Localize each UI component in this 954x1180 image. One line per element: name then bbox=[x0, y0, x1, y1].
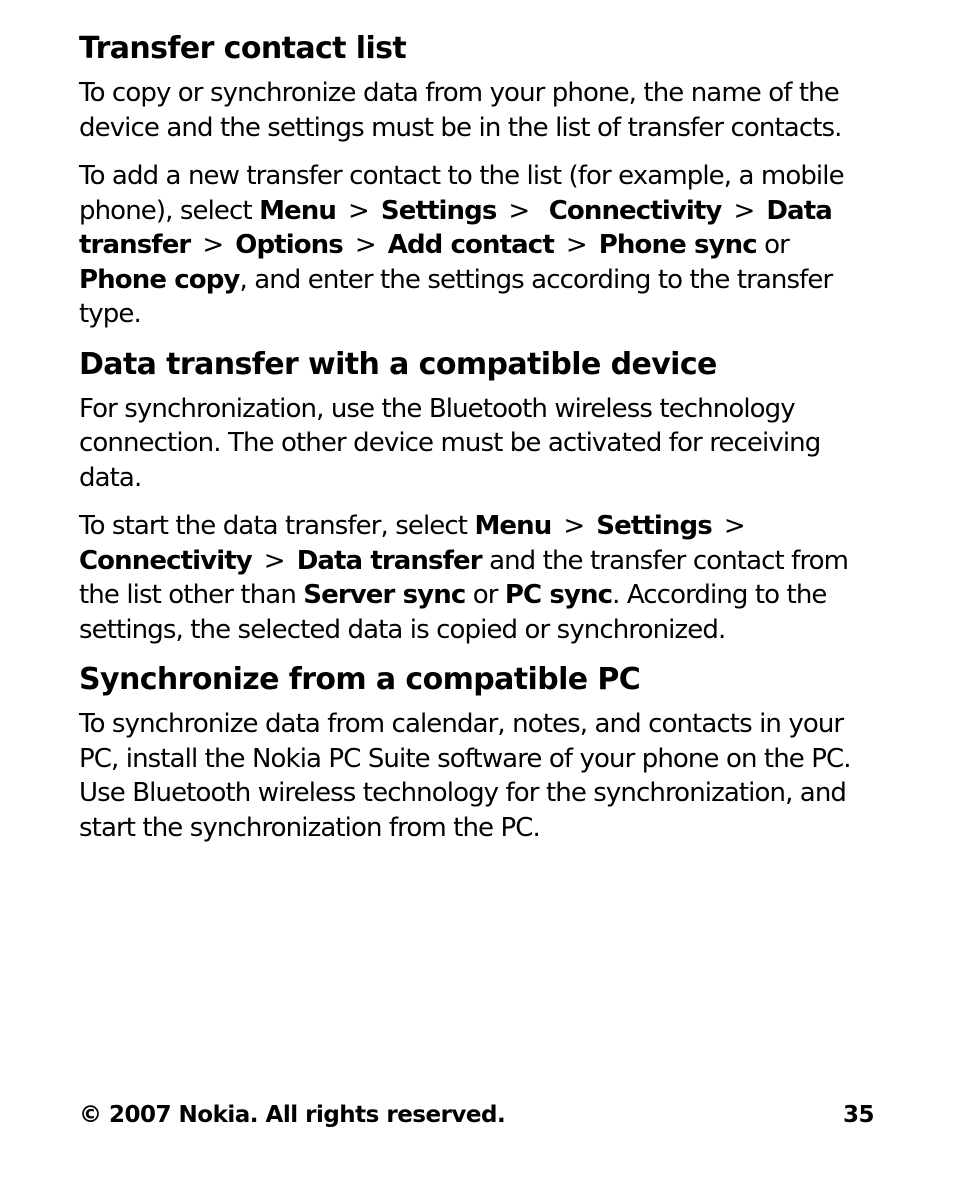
text-fragment: and the transfer contact from the list other than bbox=[79, 545, 849, 610]
heading-transfer-contact-list: Transfer contact list bbox=[79, 31, 407, 66]
heading-data-transfer-compatible-device: Data transfer with a compatible device bbox=[79, 346, 717, 382]
menu-path-settings: Settings bbox=[596, 511, 712, 541]
path-separator: > bbox=[565, 230, 587, 260]
copyright-notice: © 2007 Nokia. All rights reserved. bbox=[79, 1102, 506, 1128]
path-separator: > bbox=[354, 230, 376, 260]
path-separator: > bbox=[733, 195, 755, 226]
menu-path-data-transfer: Data transfer bbox=[296, 545, 482, 576]
menu-path-phone-copy: Phone copy bbox=[79, 264, 240, 295]
paragraph-start-data-transfer bbox=[79, 509, 879, 647]
path-separator: > bbox=[263, 545, 285, 576]
paragraph-add-transfer-contact bbox=[79, 159, 879, 332]
menu-path-connectivity: Connectivity bbox=[79, 545, 252, 576]
text-fragment: To start the data transfer, select bbox=[79, 511, 475, 541]
menu-path-connectivity: Connectivity bbox=[548, 195, 722, 226]
menu-path-settings: Settings bbox=[380, 195, 497, 226]
path-separator: > bbox=[563, 511, 585, 541]
text-fragment: or bbox=[465, 580, 505, 610]
option-server-sync: Server sync bbox=[303, 580, 466, 610]
path-separator: > bbox=[202, 230, 224, 260]
text-fragment: , and enter the settings according to the transfer type. bbox=[79, 264, 833, 329]
text-fragment: To add a new transfer contact to the list (for example, a mobile phone), select bbox=[79, 161, 844, 226]
section-synchronize-compatible-pc bbox=[79, 661, 879, 845]
section-transfer-contact-list bbox=[79, 30, 879, 332]
menu-path-add-contact: Add contact bbox=[387, 230, 554, 260]
menu-path-options: Options bbox=[235, 230, 343, 260]
path-separator: > bbox=[723, 511, 745, 541]
page-content bbox=[79, 30, 879, 859]
text-fragment: or bbox=[756, 230, 789, 260]
heading-synchronize-compatible-pc: Synchronize from a compatible PC bbox=[79, 662, 641, 697]
menu-path-data-transfer: Data transfer bbox=[79, 195, 832, 260]
paragraph-pc-suite-sync: To synchronize data from calendar, notes, and contacts in your PC, install the Nokia PC Suite software of your phone on the PC. Use Bluetooth wireless technology for the synchronization, and start the synchronization from the PC. bbox=[79, 709, 851, 843]
paragraph-bluetooth-sync: For synchronization, use the Bluetooth wireless technology connection. The other device must be activated for receiving data. bbox=[79, 393, 821, 493]
path-separator: > bbox=[348, 195, 369, 226]
option-pc-sync: PC sync bbox=[504, 580, 613, 610]
menu-path-menu: Menu bbox=[259, 195, 336, 226]
page-footer bbox=[79, 1098, 874, 1132]
path-separator: > bbox=[508, 195, 530, 226]
menu-path-menu: Menu bbox=[474, 511, 552, 541]
section-data-transfer-compatible-device bbox=[79, 346, 879, 648]
text-fragment: . According to the settings, the selected data is copied or synchronized. bbox=[79, 580, 827, 645]
paragraph-transfer-contacts-intro: To copy or synchronize data from your phone, the name of the device and the settings must be in the list of transfer contacts. bbox=[79, 78, 842, 143]
page-number: 35 bbox=[842, 1102, 874, 1128]
menu-path-phone-sync: Phone sync bbox=[598, 230, 757, 260]
